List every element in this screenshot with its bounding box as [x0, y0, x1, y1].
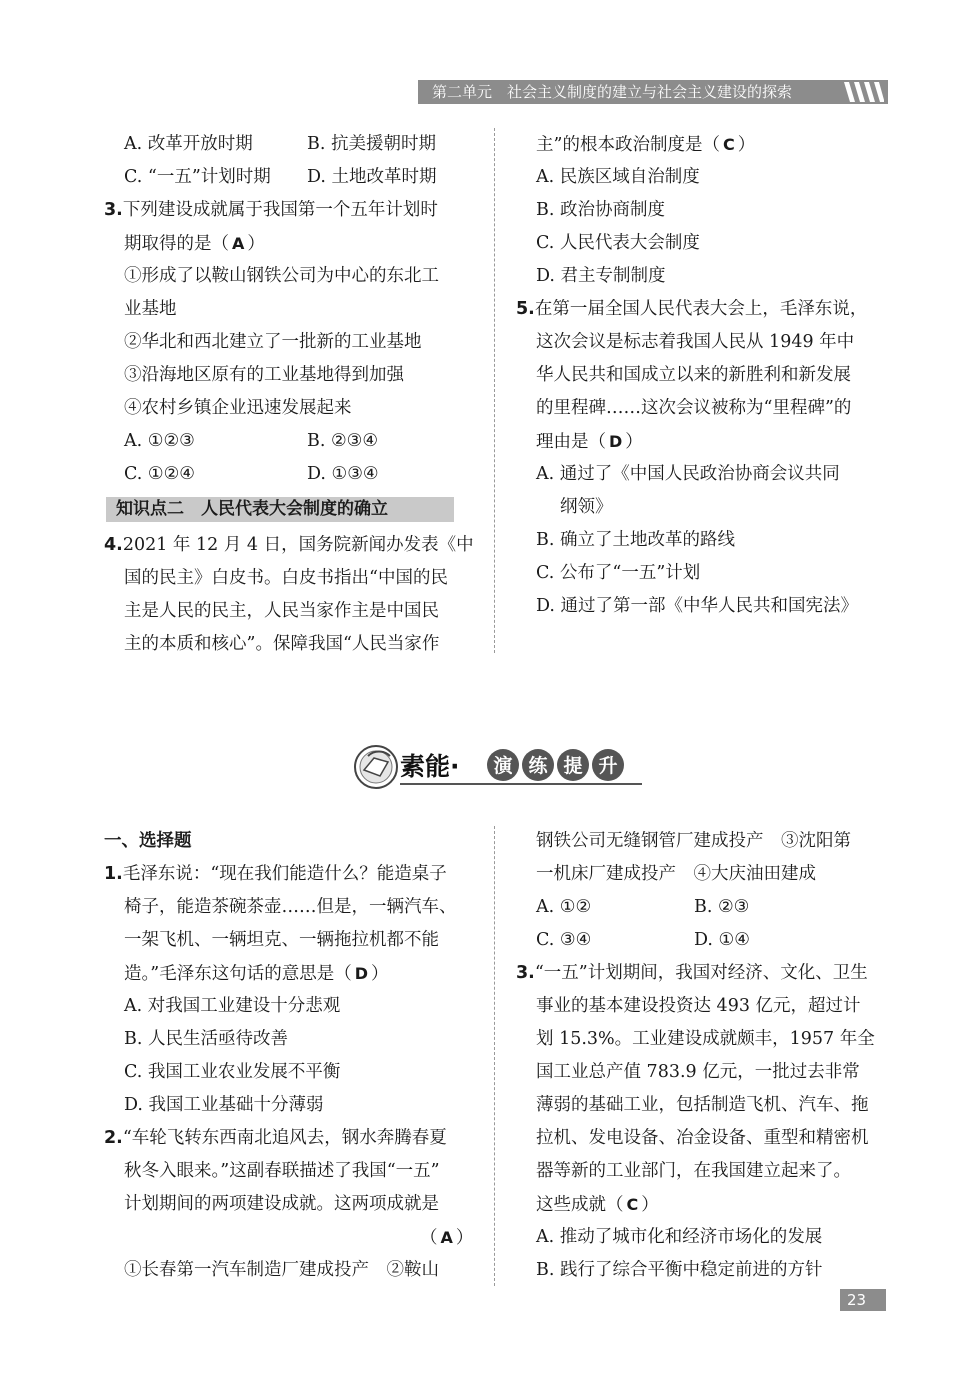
column-divider-top [494, 128, 495, 653]
question-number: 3. [104, 200, 123, 220]
page-number: 23 [840, 1289, 886, 1311]
line-text: B. 确立了土地改革的路线 [536, 530, 735, 550]
line-text: A. 对我国工业建设十分悲观 [124, 996, 341, 1016]
line-text: A. 改革开放时期 [124, 134, 253, 154]
line-text: D. 土地改革时期 [307, 167, 437, 187]
question-number: 1. [104, 864, 123, 884]
banner-main-text: 素能· [400, 752, 460, 781]
question-number: 3. [516, 963, 535, 983]
text-line [124, 1188, 439, 1221]
line-text: B. ②③ [694, 897, 750, 917]
text-line [536, 458, 840, 491]
question-number: 5. [516, 299, 535, 319]
line-text: 主是人民的民主，人民当家作主是中国民 [124, 601, 439, 621]
text-line [516, 957, 868, 990]
line-text: D. 通过了第一部《中华人民共和国宪法》 [536, 596, 859, 616]
text-line [536, 924, 591, 957]
text-line [124, 1023, 288, 1056]
line-text: 理由是（ [536, 432, 606, 452]
text-line [104, 858, 447, 891]
line-text: 钢铁公司无缝钢管厂建成投产 ③沈阳第 [536, 831, 851, 851]
line-text: 造。”毛泽东这句话的意思是（ [124, 964, 352, 984]
text-line [104, 529, 474, 562]
line-text: 在第一届全国人民代表大会上，毛泽东说， [534, 299, 868, 319]
line-text: ③沿海地区原有的工业基地得到加强 [124, 365, 404, 385]
text-line [124, 326, 422, 359]
svg-text:演: 演 [493, 755, 513, 777]
text-line [124, 128, 253, 161]
text-line [124, 293, 177, 326]
line-text: D. 我国工业基础十分薄弱 [124, 1095, 324, 1115]
line-text: C. “一五”计划时期 [124, 167, 271, 187]
answer-letter: C [626, 1195, 639, 1214]
line-text: 华人民共和国成立以来的新胜利和新发展 [536, 365, 851, 385]
line-text: 主”的根本政治制度是（ [536, 135, 720, 155]
running-header [418, 80, 888, 104]
text-line [307, 161, 437, 194]
line-text: 业基地 [124, 299, 177, 319]
text-line [104, 194, 438, 227]
answer-letter: A [232, 234, 245, 253]
text-line [124, 957, 388, 990]
line-text: C. ①②④ [124, 464, 195, 484]
line-text: ①形成了以鞍山钢铁公司为中心的东北工 [124, 266, 439, 286]
line-text: 椅子，能造茶碗茶壶……但是，一辆汽车、 [124, 897, 457, 917]
question-number: 4. [104, 535, 123, 555]
text-line [124, 990, 340, 1023]
answer-close-paren: ） [455, 1228, 474, 1248]
line-text: A. 推动了城市化和经济市场化的发展 [536, 1227, 823, 1247]
text-line [307, 425, 378, 458]
line-text: 计划期间的两项建设成就。这两项成就是 [124, 1194, 439, 1214]
text-line [560, 491, 613, 524]
line-text: “一五”计划期间，我国对经济、文化、卫生 [534, 963, 868, 983]
line-text: ①长春第一汽车制造厂建成投产 ②鞍山 [124, 1260, 439, 1280]
text-line [124, 392, 352, 425]
text-line [536, 359, 851, 392]
text-line [536, 1122, 869, 1155]
line-text: ④农村乡镇企业迅速发展起来 [124, 398, 352, 418]
question-number: 2. [104, 1128, 123, 1148]
text-line [536, 1056, 860, 1089]
text-line [124, 562, 448, 595]
line-text: 期取得的是（ [124, 234, 229, 254]
line-text: D. ①④ [694, 930, 750, 950]
text-line [536, 557, 700, 590]
text-line [124, 1056, 340, 1089]
line-text: C. 公布了“一五”计划 [536, 563, 701, 583]
line-text: 事业的基本建设投资达 493 亿元，超过计 [536, 996, 861, 1016]
text-line [124, 1254, 439, 1287]
line-text: 的里程碑……这次会议被称为“里程碑”的 [536, 398, 852, 418]
text-line [536, 1023, 875, 1056]
text-line [124, 161, 271, 194]
line-text: “车轮飞转东西南北追风去，钢水奔腾春夏 [122, 1128, 447, 1148]
text-line [104, 825, 192, 858]
banner-char-1 [487, 749, 519, 781]
line-text: 纲领》 [560, 497, 613, 517]
answer-letter: A [440, 1228, 453, 1247]
text-line [124, 628, 439, 661]
line-text: ②华北和西北建立了一批新的工业基地 [124, 332, 422, 352]
text-line [124, 924, 439, 957]
text-line [516, 293, 867, 326]
svg-text:提: 提 [563, 755, 583, 777]
text-line [536, 392, 851, 425]
line-text: 划 15.3%。工业建设成就颇丰，1957 年全 [536, 1029, 875, 1049]
line-text: 毛泽东说：“现在我们能造什么？能造桌子 [122, 864, 447, 884]
line-text: 一架飞机、一辆坦克、一辆拖拉机都不能 [124, 930, 439, 950]
text-line [536, 990, 861, 1023]
text-line [536, 326, 854, 359]
answer-letter: D [609, 432, 623, 451]
line-text: A. 民族区域自治制度 [536, 167, 700, 187]
line-text: 下列建设成就属于我国第一个五年计划时 [122, 200, 438, 220]
text-line [536, 1188, 659, 1221]
line-text: 拉机、发电设备、冶金设备、重型和精密机 [536, 1128, 869, 1148]
line-text: C. 我国工业农业发展不平衡 [124, 1062, 341, 1082]
line-text: D. 君主专制制度 [536, 266, 666, 286]
text-line [694, 891, 749, 924]
text-line [124, 425, 195, 458]
text-line [307, 458, 379, 491]
line-text: B. ②③④ [307, 431, 379, 451]
answer-close-paren: ） [247, 234, 265, 254]
text-line [124, 227, 265, 260]
line-text: 国工业总产值 783.9 亿元，一批过去非常 [536, 1062, 860, 1082]
line-text: D. ①③④ [307, 464, 379, 484]
text-line [124, 1155, 440, 1188]
line-text: 薄弱的基础工业，包括制造飞机、汽车、拖 [536, 1095, 869, 1115]
line-text: 这次会议是标志着我国人民从 1949 年中 [536, 332, 855, 352]
svg-text:升: 升 [598, 755, 618, 777]
text-line [124, 1089, 324, 1122]
banner-char-3 [557, 749, 589, 781]
knowledge-point-heading: 知识点二 人民代表大会制度的确立 [106, 497, 454, 522]
line-text: 秋冬入眼来。”这副春联描述了我国“一五” [124, 1161, 440, 1181]
text-line [536, 1221, 822, 1254]
text-line [124, 359, 404, 392]
text-line [420, 1221, 473, 1254]
text-line [536, 1089, 869, 1122]
banner-char-2 [522, 749, 554, 781]
text-line [536, 1254, 823, 1287]
line-text: C. ③④ [536, 930, 592, 950]
text-line [536, 858, 816, 891]
text-line [307, 128, 436, 161]
section-banner [350, 740, 646, 794]
line-text: 国的民主》白皮书。白皮书指出“中国的民 [124, 568, 448, 588]
text-line [536, 891, 591, 924]
line-text: A. 通过了《中国人民政治协商会议共同 [536, 464, 840, 484]
answer-close-paren: ） [370, 964, 389, 984]
text-line [124, 891, 457, 924]
banner-char-4 [592, 749, 624, 781]
column-divider-bottom [494, 826, 495, 1286]
line-text: 主的本质和核心”。保障我国“人民当家作 [124, 634, 440, 654]
answer-close-paren: ） [737, 135, 756, 155]
answer-letter: C [722, 135, 735, 154]
answer-close-paren: ） [625, 432, 643, 452]
text-line [124, 458, 195, 491]
line-text: A. ①②③ [124, 431, 195, 451]
text-line [104, 1122, 447, 1155]
line-text: A. ①② [536, 897, 592, 917]
text-line [536, 825, 851, 858]
header-stripes-icon [840, 80, 884, 104]
text-line [124, 595, 439, 628]
line-text: C. 人民代表大会制度 [536, 233, 700, 253]
text-line [536, 1155, 851, 1188]
svg-text:练: 练 [528, 755, 548, 777]
line-text: 这些成就（ [536, 1195, 624, 1215]
text-line [536, 260, 666, 293]
text-line [536, 590, 858, 623]
text-line [536, 161, 700, 194]
line-text: 2021 年 12 月 4 日，国务院新闻办发表《中 [122, 535, 474, 555]
answer-letter: D [354, 964, 368, 983]
text-line [536, 227, 700, 260]
line-text: B. 政治协商制度 [536, 200, 665, 220]
text-line [694, 924, 750, 957]
text-line [124, 260, 439, 293]
running-header-title: 第二单元 社会主义制度的建立与社会主义建设的探索 [432, 83, 793, 101]
answer-close-paren: ） [641, 1195, 659, 1215]
line-text: B. 人民生活亟待改善 [124, 1029, 288, 1049]
line-text: 一机床厂建成投产 ④大庆油田建成 [536, 864, 816, 884]
line-text: （ [420, 1228, 438, 1248]
line-text: B. 践行了综合平衡中稳定前进的方针 [536, 1260, 823, 1280]
text-line [536, 128, 755, 161]
line-text: B. 抗美援朝时期 [307, 134, 436, 154]
text-line [536, 194, 665, 227]
question-number: 一、选择题 [104, 831, 192, 851]
text-line [536, 425, 643, 458]
line-text: 器等新的工业部门，在我国建立起来了。 [536, 1161, 851, 1181]
text-line [536, 524, 735, 557]
